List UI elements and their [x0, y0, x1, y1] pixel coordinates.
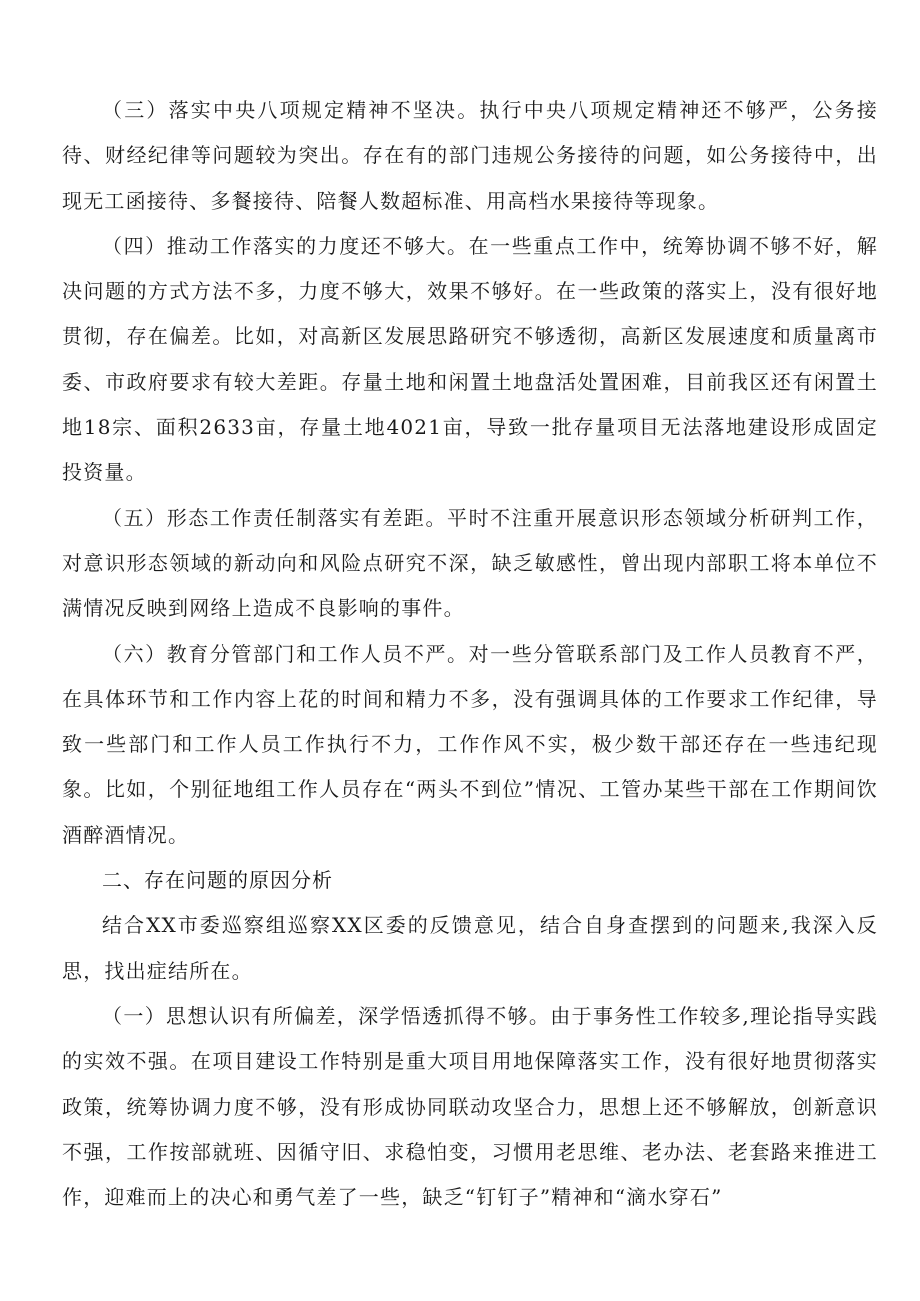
paragraph-staff-education: （六）教育分管部门和工作人员不严。对一些分管联系部门及工作人员教育不严，在具体环节和工作内容上花的时间和精力不多，没有强调具体的工作要求工作纪律，导致一些部门和工作人员工作执行不力，工作作风不实，极少数干部还存在一些违纪现象。比如，个别征地组工作人员存在“两头不到位”情况、工管办某些干部在工作期间饮酒醉酒情况。 — [62, 641, 878, 847]
paragraph-thinking-deviation: （一）思想认识有所偏差，深学悟透抓得不够。由于事务性工作较多,理论指导实践的实效不强。在项目建设工作特别是重大项目用地保障落实工作，没有很好地贯彻落实政策，统筹协调力度不够，没有形成协同联动攻坚合力，思想上还不够解放，创新意识不强，工作按部就班、因循守旧、求稳怕变，习惯用老思维、老办法、老套路来推进工作，迎难而上的决心和勇气差了一些，缺乏“钉钉子”精神和“滴水穿石” — [62, 1003, 878, 1210]
paragraph-eight-rules: （三）落实中央八项规定精神不坚决。执行中央八项规定精神还不够严，公务接待、财经纪律等问题较为突出。存在有的部门违规公务接待的问题，如公务接待中，出现无工函接待、多餐接待、陪餐人数超标准、用高档水果接待等现象。 — [62, 98, 878, 213]
paragraph-ideology-responsibility: （五）形态工作责任制落实有差距。平时不注重开展意识形态领域分析研判工作，对意识形态领域的新动向和风险点研究不深，缺乏敏感性，曾出现内部职工将本单位不满情况反映到网络上造成不良影响的事件。 — [62, 505, 878, 621]
section-heading: 二、存在问题的原因分析 — [102, 868, 333, 893]
paragraph-work-implementation: （四）推动工作落实的力度还不够大。在一些重点工作中，统筹协调不够不好，解决问题的方式方法不多，力度不够大，效果不够好。在一些政策的落实上，没有很好地贯彻，存在偏差。比如，对高新区发展思路研究不够透彻，高新区发展速度和质量离市委、市政府要求有较大差距。存量土地和闲置土地盘活处置困难，目前我区还有闲置土地18宗、面积2633亩，存量土地4021亩，导致一批存量项目无法落地建设形成固定投资量。 — [62, 233, 878, 485]
paragraph-reflection-intro: 结合XX市委巡察组巡察XX区委的反馈意见，结合自身查摆到的问题来,我深入反思，找出症结所在。 — [62, 913, 878, 983]
document-page — [62, 88, 878, 1220]
